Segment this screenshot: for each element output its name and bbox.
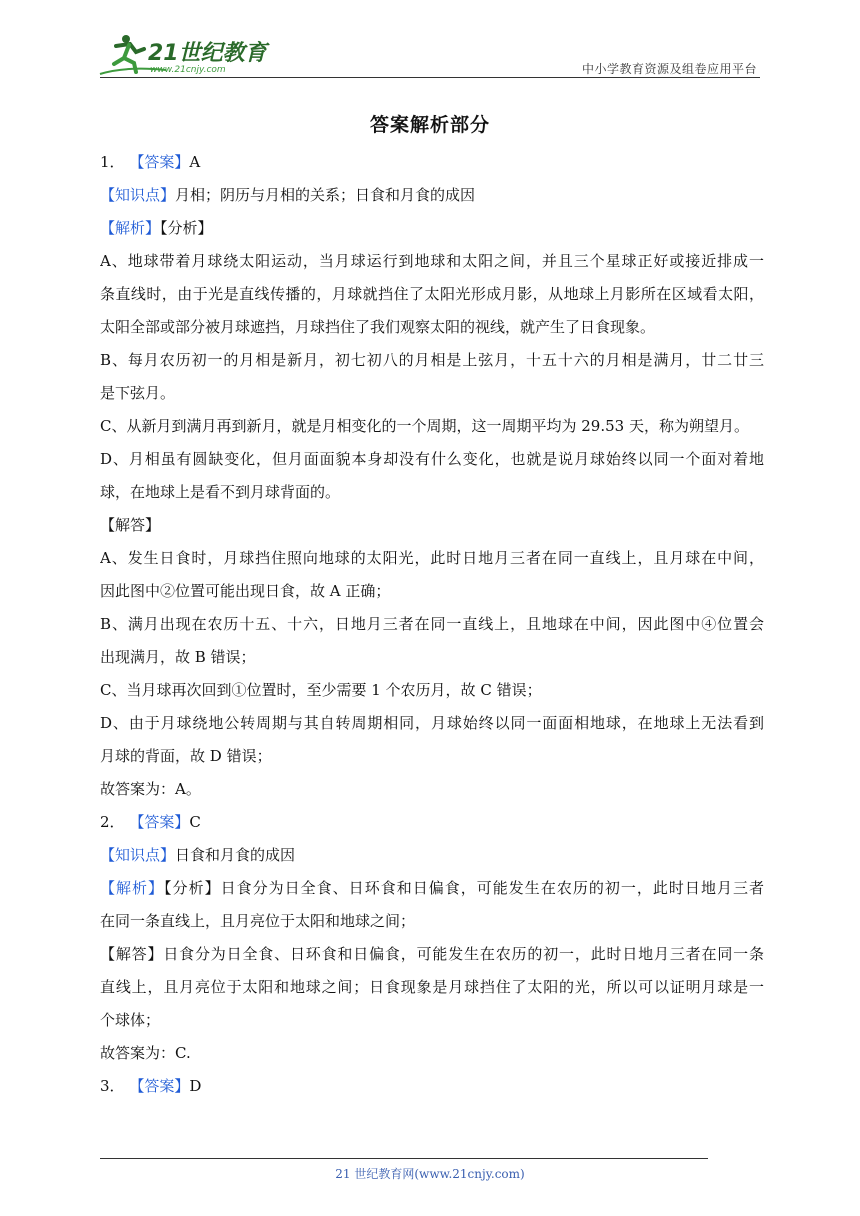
section-tag: 【知识点】 <box>100 186 176 204</box>
text-line <box>100 575 764 608</box>
section-tag: 【解析】 <box>100 219 161 237</box>
section-tag: 【答案】 <box>129 1077 190 1095</box>
page-title: 答案解析部分 <box>369 114 490 136</box>
text-line <box>100 245 764 278</box>
line-text: A、发生日食时，月球挡住照向地球的太阳光，此时日地月三者在同一直线上，且月球在中间， <box>100 549 764 567</box>
section-tag: 【知识点】 <box>100 846 176 864</box>
text-line <box>100 938 764 971</box>
line-text: A <box>189 153 201 171</box>
text-line <box>100 443 764 476</box>
logo-url: www.21cnjy.com <box>150 65 226 75</box>
question-number: 3． <box>100 1077 130 1095</box>
text-line <box>100 1037 764 1070</box>
section-tag: 【答案】 <box>129 153 190 171</box>
text-line <box>100 311 764 344</box>
text-line <box>100 872 764 905</box>
line-text: 月球的背面，故 D 错误； <box>100 747 272 765</box>
answer-content <box>100 146 764 1103</box>
text-line <box>100 641 764 674</box>
line-text: 出现满月，故 B 错误； <box>100 648 256 666</box>
line-text: 球，在地球上是看不到月球背面的。 <box>100 483 341 501</box>
line-text: 条直线时，由于光是直线传播的，月球就挡住了太阳光形成月影，从地球上月影所在区域看太阳， <box>100 285 764 303</box>
line-text: 在同一条直线上，且月亮位于太阳和地球之间； <box>100 912 416 930</box>
text-line <box>100 344 764 377</box>
line-text: C、从新月到满月再到新月，就是月相变化的一个周期，这一周期平均为 29.53 天，称为朔望月。 <box>100 417 749 435</box>
line-text: 【解答】 <box>100 516 161 534</box>
question-number: 1． <box>100 153 130 171</box>
line-text: D <box>189 1077 202 1095</box>
page-footer: 21 世纪教育网(www.21cnjy.com) <box>335 1167 525 1181</box>
line-text: B、满月出现在农历十五、十六，日地月三者在同一直线上，且地球在中间，因此图中④位置会 <box>100 615 764 633</box>
text-line <box>100 839 764 872</box>
text-line <box>100 740 764 773</box>
text-line <box>100 410 764 443</box>
text-line <box>100 476 764 509</box>
line-text: 故答案为：A。 <box>100 780 201 798</box>
line-text: A、地球带着月球绕太阳运动，当月球运行到地球和太阳之间，并且三个星球正好或接近排成一 <box>100 252 764 270</box>
line-text: 【分析】日食分为日全食、日环食和日偏食，可能发生在农历的初一，此时日地月三者 <box>164 879 764 897</box>
text-line <box>100 542 764 575</box>
line-text: 是下弦月。 <box>100 384 176 402</box>
page-header <box>0 0 860 90</box>
question-number: 2． <box>100 813 130 831</box>
section-tag: 【答案】 <box>129 813 190 831</box>
line-text: 月相；阴历与月相的关系；日食和月食的成因 <box>175 186 476 204</box>
text-line <box>100 806 764 839</box>
line-text: 日食和月食的成因 <box>175 846 296 864</box>
line-text: B、每月农历初一的月相是新月，初七初八的月相是上弦月，十五十六的月相是满月，廿二廿三 <box>100 351 764 369</box>
text-line <box>100 377 764 410</box>
text-line <box>100 179 764 212</box>
text-line <box>100 1070 764 1103</box>
line-text: 【分析】 <box>160 219 213 237</box>
line-text: C <box>189 813 201 831</box>
text-line <box>100 773 764 806</box>
text-line <box>100 212 764 245</box>
text-line <box>100 905 764 938</box>
footer-divider <box>100 1158 708 1159</box>
site-logo <box>96 30 276 80</box>
text-line <box>100 971 764 1004</box>
text-line <box>100 1004 764 1037</box>
line-text: D、由于月球绕地公转周期与其自转周期相同，月球始终以同一面面相地球，在地球上无法看到 <box>100 714 764 732</box>
text-line <box>100 608 764 641</box>
line-text: 个球体； <box>100 1011 161 1029</box>
platform-name: 中小学教育资源及组卷应用平台 <box>581 62 757 76</box>
line-text: D、月相虽有圆缺变化，但月面面貌本身却没有什么变化，也就是说月球始终以同一个面对着地 <box>100 450 764 468</box>
line-text: C、当月球再次回到①位置时，至少需要 1 个农历月，故 C 错误； <box>100 681 542 699</box>
text-line <box>100 278 764 311</box>
text-line <box>100 146 764 179</box>
line-text: 故答案为：C. <box>100 1044 191 1062</box>
line-text: 【解答】日食分为日全食、日环食和日偏食，可能发生在农历的初一，此时日地月三者在同一条 <box>100 945 764 963</box>
line-text: 直线上，且月亮位于太阳和地球之间；日食现象是月球挡住了太阳的光，所以可以证明月球是一 <box>100 978 764 996</box>
header-divider <box>100 77 760 78</box>
section-tag: 【解析】 <box>100 879 165 897</box>
text-line <box>100 707 764 740</box>
text-line <box>100 674 764 707</box>
line-text: 太阳全部或部分被月球遮挡，月球挡住了我们观察太阳的视线，就产生了日食现象。 <box>100 318 656 336</box>
text-line <box>100 509 764 542</box>
line-text: 因此图中②位置可能出现日食，故 A 正确； <box>100 582 391 600</box>
logo-text: 21世纪教育 <box>148 41 267 66</box>
